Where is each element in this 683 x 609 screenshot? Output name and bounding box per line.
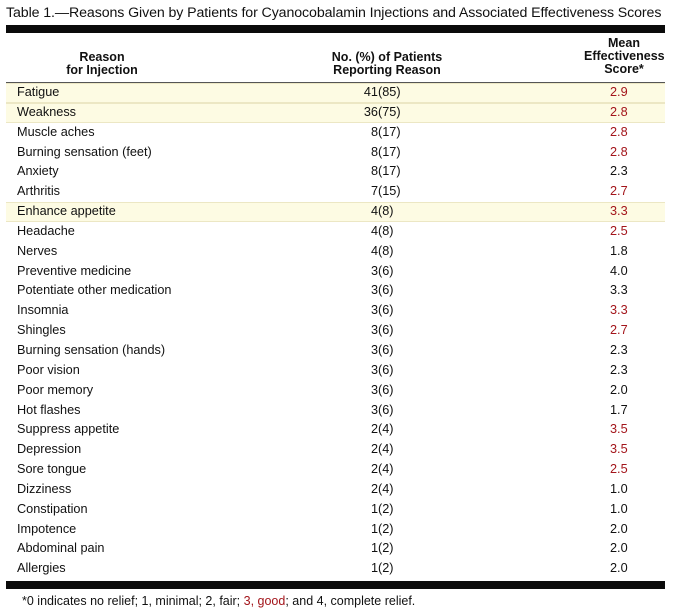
reason-cell: Suppress appetite: [17, 422, 120, 437]
table-row: [6, 143, 665, 163]
reason-cell: Arthritis: [17, 184, 60, 199]
table-row: [6, 539, 665, 559]
score-cell: 2.8: [610, 104, 628, 119]
percent-cell: (4): [378, 422, 394, 437]
count-cell: 3: [370, 263, 378, 278]
count-cell: 2: [370, 422, 378, 437]
table-title: Table 1.—Reasons Given by Patients for Cyanocobalamin Injections and Associated Effectiveness Scores: [6, 5, 662, 21]
percent-cell: (17): [378, 164, 401, 179]
footnote: [22, 594, 415, 609]
count-cell: 1: [370, 561, 378, 576]
score-cell: 3.5: [610, 422, 628, 437]
percent-cell: (8): [378, 204, 394, 219]
percent-cell: (15): [378, 184, 401, 199]
table-row: [6, 182, 665, 202]
reason-cell: Depression: [17, 442, 82, 457]
table-row: [6, 103, 665, 123]
header-reason: [40, 51, 164, 77]
percent-cell: (6): [378, 342, 394, 357]
header-reason-line-2: for Injection: [66, 63, 138, 77]
percent-cell: (85): [378, 85, 401, 99]
footnote-text-end: ; and 4, complete relief.: [285, 594, 416, 608]
score-cell: 2.0: [610, 382, 628, 397]
reason-cell: Hot flashes: [17, 402, 81, 417]
header-reason-line-1: Reason: [79, 50, 125, 64]
count-cell: 3: [370, 283, 378, 298]
percent-cell: (4): [378, 442, 394, 457]
reason-cell: Impotence: [17, 521, 77, 536]
count-cell: 8: [370, 124, 378, 139]
score-cell: 2.3: [610, 164, 628, 179]
score-cell: 2.7: [610, 323, 628, 338]
footnote-text-start: *0 indicates no relief; 1, minimal; 2, fair;: [22, 594, 244, 608]
table-row: [6, 401, 665, 421]
percent-cell: (4): [378, 462, 394, 477]
reason-cell: Enhance appetite: [17, 204, 116, 219]
table-row: [6, 162, 665, 182]
header-count-line-1: No. (%) of Patients: [331, 50, 443, 64]
count-cell: 2: [370, 481, 378, 496]
reason-cell: Allergies: [17, 561, 66, 576]
count-cell: 7: [370, 184, 378, 199]
score-cell: 1.8: [610, 243, 628, 258]
count-cell: 3: [370, 382, 378, 397]
percent-cell: (17): [378, 144, 401, 159]
reason-cell: Fatigue: [17, 85, 60, 99]
reason-cell: Poor memory: [17, 382, 94, 397]
count-cell: 1: [370, 541, 378, 556]
table-row: [6, 281, 665, 301]
count-cell: 3: [370, 303, 378, 318]
score-cell: 3.3: [610, 283, 628, 298]
reason-cell: Preventive medicine: [17, 263, 132, 278]
score-cell: 2.0: [610, 521, 628, 536]
score-cell: 1.0: [610, 481, 628, 496]
table-row: [6, 500, 665, 520]
table-row: [6, 460, 665, 480]
table-row: [6, 361, 665, 381]
reason-cell: Shingles: [17, 323, 66, 338]
percent-cell: (2): [378, 501, 394, 516]
percent-cell: (2): [378, 561, 394, 576]
table-row: [6, 559, 665, 579]
table-row: [6, 480, 665, 500]
reason-cell: Sore tongue: [17, 462, 87, 477]
percent-cell: (75): [378, 104, 401, 119]
count-cell: 4: [370, 204, 378, 219]
table-row: [6, 202, 665, 222]
percent-cell: (6): [378, 303, 394, 318]
count-cell: 1: [370, 521, 378, 536]
table-row: [6, 440, 665, 460]
table-row: [6, 301, 665, 321]
reason-cell: Insomnia: [17, 303, 69, 318]
percent-cell: (6): [378, 283, 394, 298]
percent-cell: (2): [378, 541, 394, 556]
table-row: [6, 123, 665, 143]
reason-cell: Headache: [17, 223, 75, 238]
score-cell: 2.7: [610, 184, 628, 199]
score-cell: 2.0: [610, 541, 628, 556]
score-cell: 3.5: [610, 442, 628, 457]
reason-cell: Potentiate other medication: [17, 283, 172, 298]
header-count: [312, 51, 462, 77]
table-row: [6, 341, 665, 361]
count-cell: 2: [370, 462, 378, 477]
score-cell: 1.7: [610, 402, 628, 417]
header-count-line-2: Reporting Reason: [333, 63, 441, 77]
count-cell: 2: [370, 442, 378, 457]
table-row: [6, 381, 665, 401]
count-cell: 3: [370, 323, 378, 338]
header-score: [584, 37, 664, 76]
percent-cell: (6): [378, 382, 394, 397]
count-cell: 36: [363, 104, 378, 119]
footnote-text-good: 3, good: [243, 594, 286, 608]
top-rule: [6, 25, 665, 33]
table-row: [6, 520, 665, 540]
bottom-rule: [6, 581, 665, 589]
reason-cell: Poor vision: [17, 362, 80, 377]
percent-cell: (8): [378, 223, 394, 238]
count-cell: 41: [363, 85, 378, 99]
table-body: [6, 83, 665, 579]
score-cell: 2.5: [610, 223, 628, 238]
percent-cell: (2): [378, 521, 394, 536]
score-cell: 1.0: [610, 501, 628, 516]
count-cell: 3: [370, 402, 378, 417]
score-cell: 2.0: [610, 561, 628, 576]
score-cell: 4.0: [610, 263, 628, 278]
reason-cell: Weakness: [17, 104, 77, 119]
score-cell: 2.9: [610, 85, 628, 99]
reason-cell: Constipation: [17, 501, 88, 516]
table-row: [6, 222, 665, 242]
percent-cell: (4): [378, 481, 394, 496]
percent-cell: (17): [378, 124, 401, 139]
count-cell: 1: [370, 501, 378, 516]
header-score-line-1: Mean: [608, 36, 640, 50]
reason-cell: Nerves: [17, 243, 58, 258]
score-cell: 2.8: [610, 144, 628, 159]
count-cell: 4: [370, 243, 378, 258]
count-cell: 3: [370, 362, 378, 377]
percent-cell: (8): [378, 243, 394, 258]
table-row: [6, 242, 665, 262]
score-cell: 2.8: [610, 124, 628, 139]
reason-cell: Burning sensation (feet): [17, 144, 152, 159]
reason-cell: Muscle aches: [17, 124, 95, 139]
table-row: [6, 262, 665, 282]
percent-cell: (6): [378, 263, 394, 278]
reason-cell: Dizziness: [17, 481, 72, 496]
header-score-line-3: Score*: [604, 62, 644, 76]
percent-cell: (6): [378, 362, 394, 377]
table-row: [6, 83, 665, 103]
count-cell: 8: [370, 144, 378, 159]
score-cell: 3.3: [610, 204, 628, 219]
count-cell: 3: [370, 342, 378, 357]
percent-cell: (6): [378, 402, 394, 417]
score-cell: 2.5: [610, 462, 628, 477]
score-cell: 3.3: [610, 303, 628, 318]
header-score-line-2: Effectiveness: [584, 49, 665, 63]
reason-cell: Abdominal pain: [17, 541, 105, 556]
count-cell: 8: [370, 164, 378, 179]
reason-cell: Anxiety: [17, 164, 59, 179]
score-cell: 2.3: [610, 362, 628, 377]
percent-cell: (6): [378, 323, 394, 338]
score-cell: 2.3: [610, 342, 628, 357]
count-cell: 4: [370, 223, 378, 238]
table-row: [6, 420, 665, 440]
reason-cell: Burning sensation (hands): [17, 342, 166, 357]
table-row: [6, 321, 665, 341]
